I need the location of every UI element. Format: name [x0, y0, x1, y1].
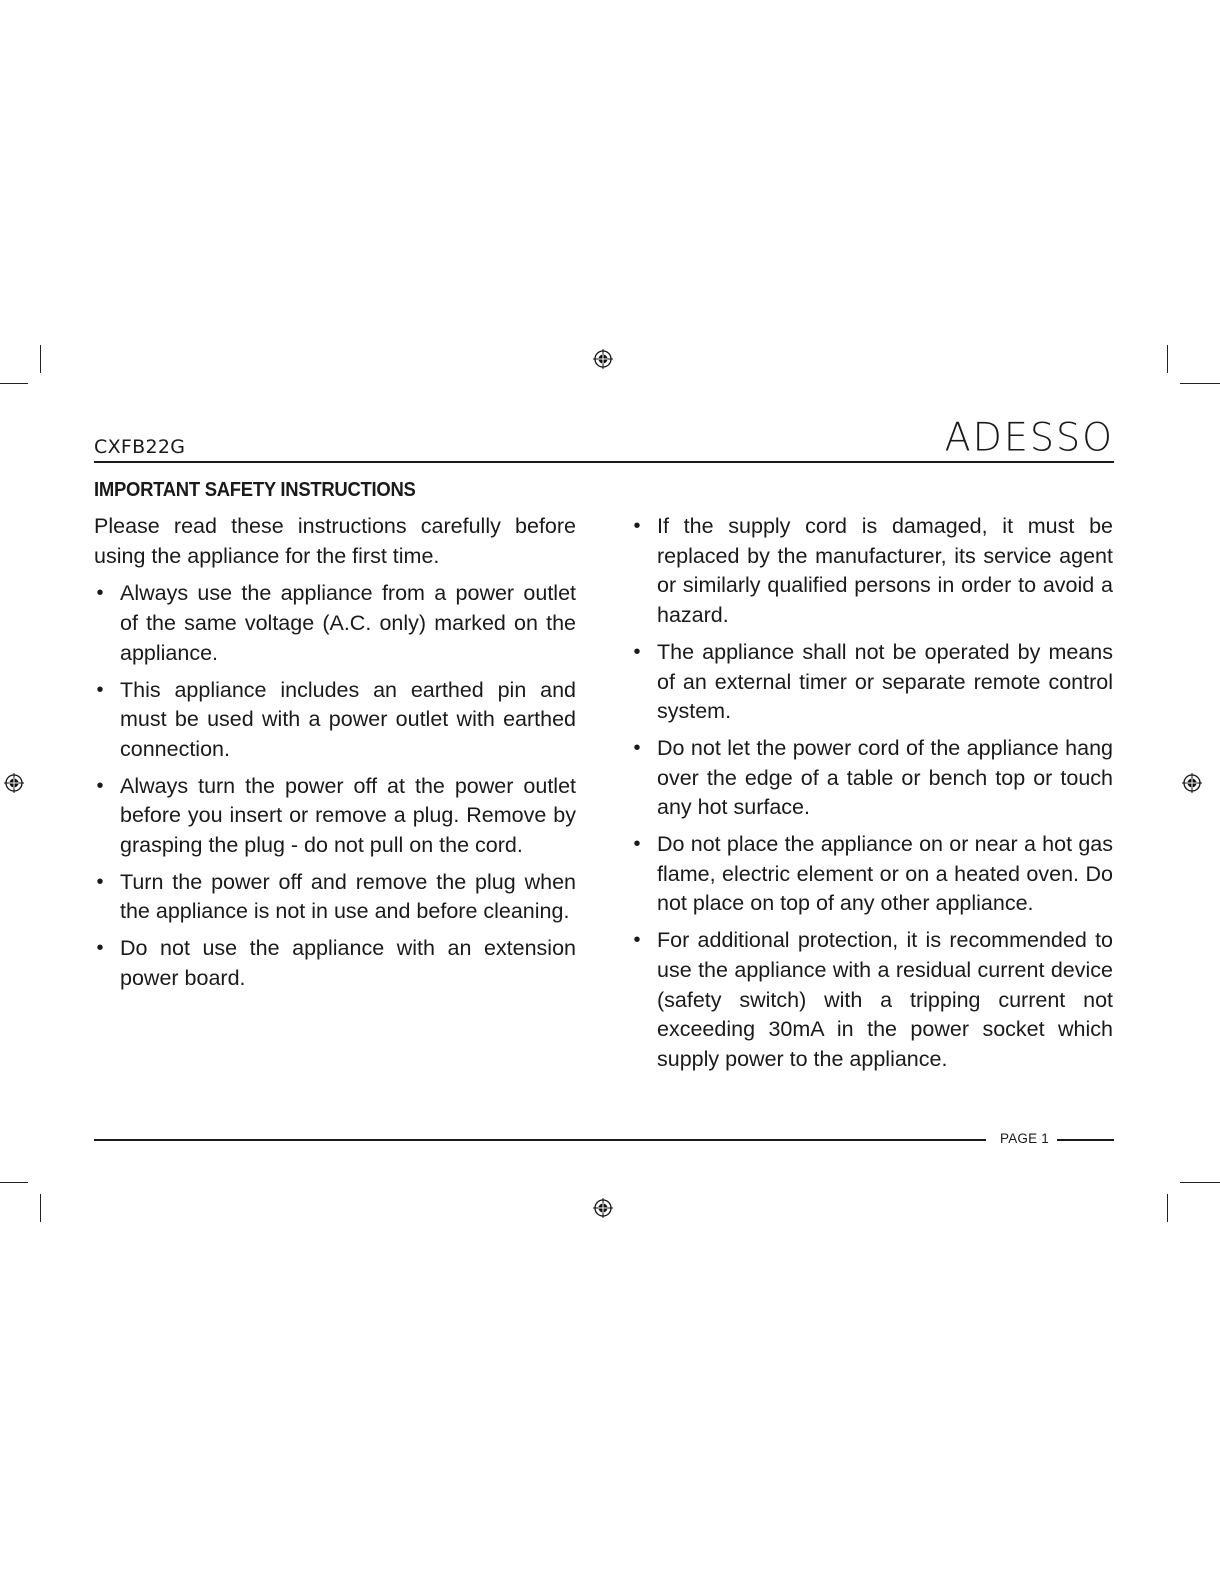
brand-logo: ADESSO: [944, 414, 1114, 460]
bullet-dot-icon: •: [633, 515, 641, 537]
list-item: [631, 512, 1113, 631]
footer-divider: [94, 1139, 986, 1141]
list-item-text: The appliance shall not be operated by means of an external timer or separate remote control system.: [657, 639, 1113, 724]
crop-mark: [40, 345, 41, 373]
list-item: [94, 676, 576, 765]
bullet-dot-icon: •: [633, 929, 641, 952]
safety-list-left: [94, 579, 576, 993]
crop-mark: [0, 1182, 28, 1183]
registration-target-icon: [1182, 773, 1202, 793]
list-item-text: Always turn the power off at the power outlet before you insert or remove a plug. Remove by grasping the plug - do not pull on the cord.: [120, 773, 576, 858]
bullet-dot-icon: •: [96, 774, 104, 797]
list-item-text: Do not let the power cord of the appliance hang over the edge of a table or bench top or touch any hot surface.: [657, 735, 1113, 820]
bullet-dot-icon: •: [633, 833, 641, 856]
registration-target-icon: [593, 349, 613, 369]
footer-divider: [1057, 1139, 1114, 1141]
bullet-dot-icon: •: [96, 937, 104, 960]
right-column: [631, 512, 1113, 1082]
list-item: [94, 934, 576, 993]
list-item-text: This appliance includes an earthed pin and must be used with a power outlet with earthed connection.: [120, 677, 576, 761]
crop-mark: [0, 383, 28, 384]
safety-list-right: [631, 512, 1113, 1075]
model-number: CXFB22G: [94, 436, 186, 458]
list-item-text: Turn the power off and remove the plug when the appliance is not in use and before cleaning.: [120, 869, 576, 924]
list-item: [631, 734, 1113, 823]
list-item-text: Always use the appliance from a power outlet of the same voltage (A.C. only) marked on the appliance.: [120, 581, 576, 665]
section-heading: IMPORTANT SAFETY INSTRUCTIONS: [94, 478, 416, 501]
crop-mark: [1167, 345, 1168, 373]
header-divider: [94, 461, 1114, 463]
bullet-dot-icon: •: [96, 678, 104, 701]
registration-target-icon: [4, 773, 24, 793]
list-item: [94, 868, 576, 927]
crop-mark: [40, 1194, 41, 1222]
list-item-text: If the supply cord is damaged, it must be replaced by the manufacturer, its service agent or similarly qualified persons in order to avoid a hazard.: [657, 514, 1113, 628]
bullet-dot-icon: •: [633, 640, 641, 663]
list-item: [94, 579, 576, 668]
left-column: [94, 512, 576, 1001]
bullet-dot-icon: •: [96, 870, 104, 893]
intro-paragraph: Please read these instructions carefully before using the appliance for the first time.: [94, 514, 576, 568]
list-item-text: Do not place the appliance on or near a hot gas flame, electric element or on a heated oven. Do not place on top of any other appliance.: [657, 832, 1113, 916]
registration-target-icon: [593, 1198, 613, 1218]
crop-mark: [1180, 1182, 1220, 1183]
page-number: PAGE 1: [1000, 1131, 1049, 1146]
crop-mark: [1180, 383, 1220, 384]
bullet-dot-icon: •: [633, 736, 641, 759]
crop-mark: [1167, 1194, 1168, 1222]
bullet-dot-icon: •: [96, 582, 104, 605]
list-item-text: Do not use the appliance with an extension power board.: [120, 936, 576, 990]
list-item-text: For additional protection, it is recommended to use the appliance with a residual current device (safety switch) with a tripping current not exceeding 30mA in the power socket which supply power to the appliance.: [657, 928, 1113, 1071]
list-item: [631, 926, 1113, 1075]
list-item: [94, 772, 576, 861]
list-item: [631, 830, 1113, 919]
list-item: [631, 638, 1113, 727]
